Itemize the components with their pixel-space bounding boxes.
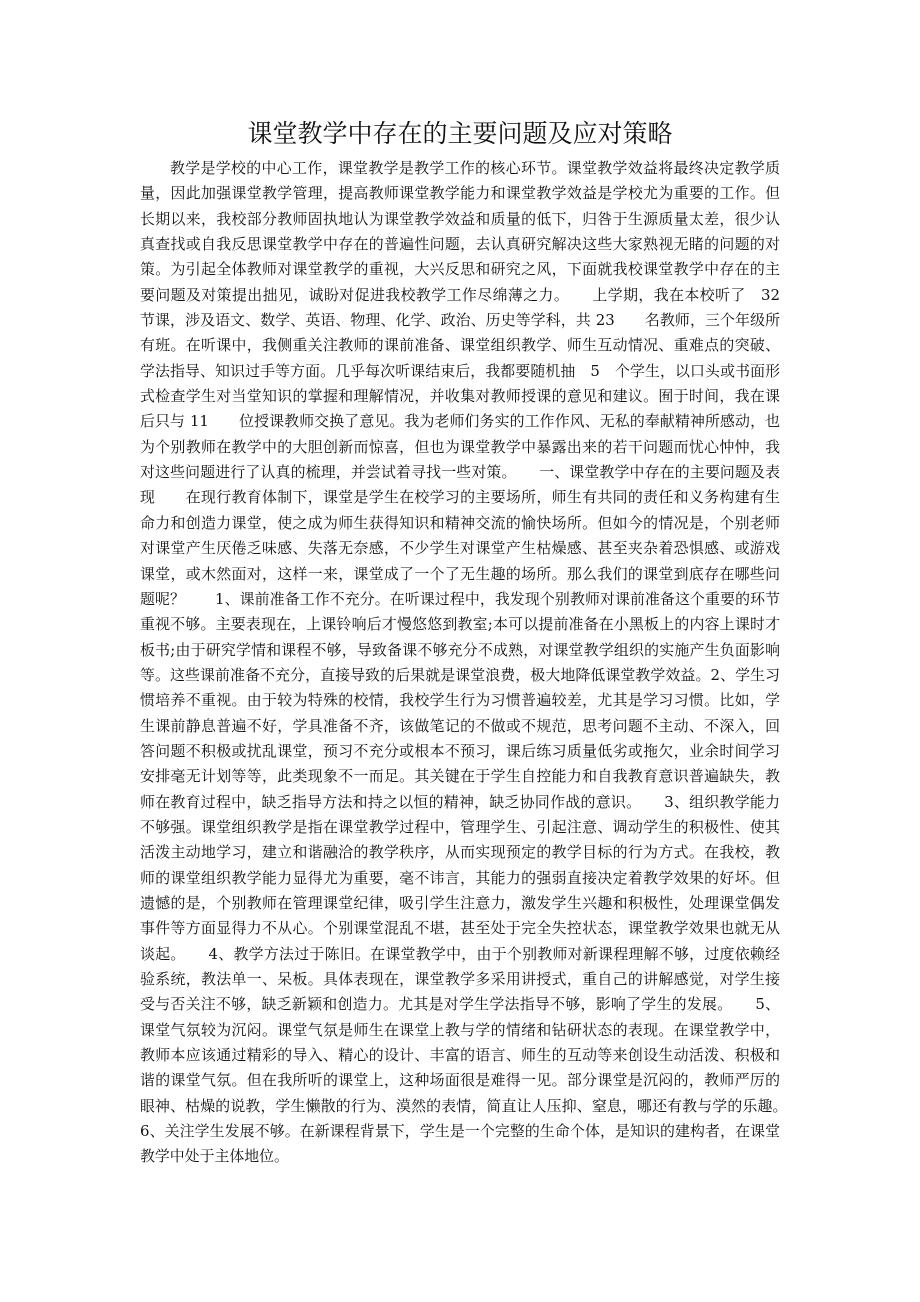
document-title: 课堂教学中存在的主要问题及应对策略 xyxy=(247,119,673,148)
document-body-paragraph: 教学是学校的中心工作，课堂教学是教学工作的核心环节。课堂教学效益将最终决定教学质量，因此加强课堂教学管理，提高教师课堂教学能力和课堂教学效益是学校尤为重要的工作。但长期以来，我校部分教师固执地认为课堂教学效益和质量的低下，归咎于生源质量太差，很少认真查找或自我反思课堂教学中存在的普遍性问题，去认真研究解决这些大家熟视无睹的问题的对策。为引起全体教师对课堂教学的重视，大兴反思和研究之风，下面就我校课堂教学中存在的主要问题及对策提出拙见，诚盼对促进我校教学工作尽绵薄之力。 上学期，我在本校听了 32 节课，涉及语文、数学、英语、物理、化学、政治、历史等学科，共 23 名教师，三个年级所有班。在听课中，我侧重关注教师的课前准备、课堂组织教学、师生互动情况、重难点的突破、学法指导、知识过手等方面。几乎每次听课结束后，我都要随机抽 5 个学生，以口头或书面形式检查学生对当堂知识的掌握和理解情况，并收集对教师授课的意见和建议。囿于时间，我在课后只与 11 位授课教师交换了意见。我为老师们务实的工作作风、无私的奉献精神所感动，也为个别教师在教学中的大胆创新而惊喜，但也为课堂教学中暴露出来的若干问题而忧心忡忡，我对这些问题进行了认真的梳理，并尝试着寻找一些对策。 一、课堂教学中存在的主要问题及表现 在现行教育体制下，课堂是学生在校学习的主要场所，师生有共同的责任和义务构建有生命力和创造力课堂，使之成为师生获得知识和精神交流的愉快场所。但如今的情况是，个别老师对课堂产生厌倦乏味感、失落无奈感，不少学生对课堂产生枯燥感、甚至夹杂着恐惧感、或游戏课堂，或木然面对，这样一来，课堂成了一个了无生趣的场所。那么我们的课堂到底存在哪些问题呢？ 1、课前准备工作不充分。在听课过程中，我发现个别教师对课前准备这个重要的环节重视不够。主要表现在，上课铃响后才慢悠悠到教室;本可以提前准备在小黑板上的内容上课时才板书;由于研究学情和课程不够，导致备课不够充分不成熟，对课堂教学组织的实施产生负面影响等。这些课前准备不充分，直接导致的后果就是课堂浪费，极大地降低课堂教学效益。2、学生习惯培养不重视。由于较为特殊的校情，我校学生行为习惯普遍较差，尤其是学习习惯。比如，学生课前静息普遍不好，学具准备不齐，该做笔记的不做或不规范，思考问题不主动、不深入，回答问题不积极或扰乱课堂，预习不充分或根本不预习，课后练习质量低劣或拖欠，业余时间学习安排毫无计划等等，此类现象不一而足。其关键在于学生自控能力和自我教育意识普遍缺失，教师在教育过程中，缺乏指导方法和持之以恒的精神，缺乏协同作战的意识。 3、组织教学能力不够强。课堂组织教学是指在课堂教学过程中，管理学生、引起注意、调动学生的积极性、使其活泼主动地学习，建立和谐融洽的教学秩序，从而实现预定的教学目标的行为方式。在我校，教师的课堂组织教学能力显得尤为重要，毫不讳言，其能力的强弱直接决定着教学效果的好坏。但遗憾的是，个别教师在管理课堂纪律，吸引学生注意力，激发学生兴趣和积极性，处理课堂偶发事件等方面显得力不从心。个别课堂混乱不堪，甚至处于完全失控状态，课堂教学效果也就无从谈起。 4、教学方法过于陈旧。在课堂教学中，由于个别教师对新课程理解不够，过度依赖经验系统，教法单一、呆板。具体表现在，课堂教学多采用讲授式，重自己的讲解感觉，对学生接受与否关注不够，缺乏新颖和创造力。尤其是对学生学法指导不够，影响了学生的发展。 5、课堂气氛较为沉闷。课堂气氛是师生在课堂上教与学的情绪和钻研状态的表现。在课堂教学中，教师本应该通过精彩的导入、精心的设计、丰富的语言、师生的互动等来创设生动活泼、积极和谐的课堂气氛。但在我所听的课堂上，这种场面很是难得一见。部分课堂是沉闷的，教师严厉的眼神、枯燥的说教，学生懒散的行为、漠然的表情，简直让人压抑、窒息，哪还有教与学的乐趣。 6、关注学生发展不够。在新课程背景下，学生是一个完整的生命个体，是知识的建构者，在课堂教学中处于主体地位。 xyxy=(140,159,810,1166)
